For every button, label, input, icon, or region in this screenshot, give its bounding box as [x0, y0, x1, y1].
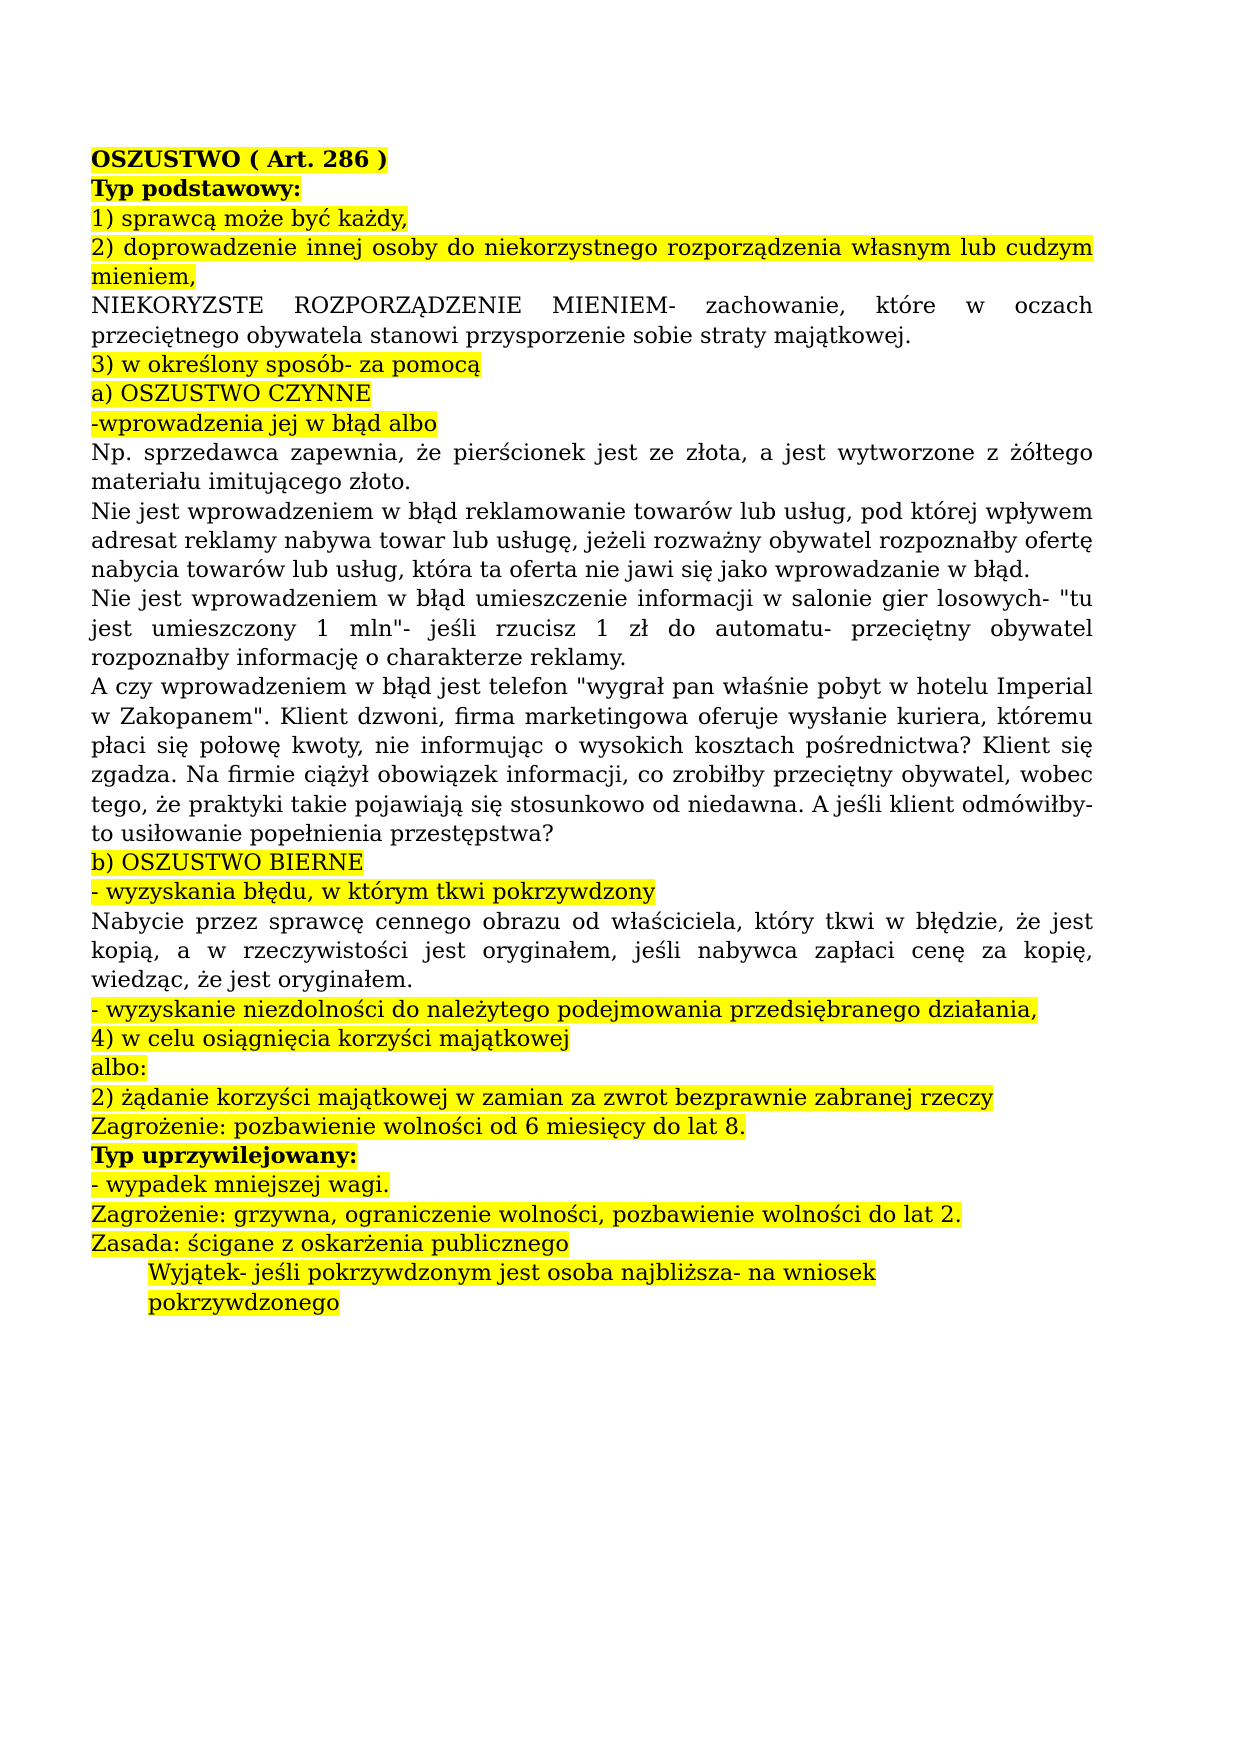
- example-advertising-paragraph: Nie jest wprowadzeniem w błąd reklamowanie towarów lub usług, pod której wpływem adresat reklamy nabywa towar lub usługę, jeżeli rozważny obywatel rozpoznałby ofertę nabycia towarów lub usług, która ta oferta nie jawi się jako wprowadzanie w błąd.: [91, 498, 1093, 584]
- albo-text: albo:: [91, 1055, 148, 1082]
- point-3-line: [91, 351, 1093, 380]
- point-1-line: [91, 205, 1093, 234]
- point-3a-line: [91, 380, 1093, 409]
- privileged-heading: Typ uprzywilejowany:: [91, 1143, 358, 1170]
- point-4-line: [91, 1025, 1093, 1054]
- definition-paragraph: NIEKORYZSTE ROZPORZĄDZENIE MIENIEM- zachowanie, które w oczach przeciętnego obywatela stanowi przysporzenie sobie straty majątkowej.: [91, 293, 1093, 349]
- point-3b-desc2: - wyzyskanie niezdolności do należytego podejmowania przedsiębranego działania,: [91, 996, 1038, 1023]
- point-2: 2) doprowadzenie innej osoby do niekorzystnego rozporządzenia własnym lub cudzym mieniem,: [91, 234, 1093, 291]
- rule-line: [91, 1230, 1093, 1259]
- point-2-alt: 2) żądanie korzyści majątkowej w zamian za zwrot bezprawnie zabranej rzeczy: [91, 1084, 994, 1111]
- point-2-alt-line: [91, 1084, 1093, 1113]
- albo-line: [91, 1054, 1093, 1083]
- basic-type-line: [91, 175, 1093, 204]
- point-3a-desc-line: [91, 410, 1093, 439]
- example-ring-paragraph: Np. sprzedawca zapewnia, że pierścionek jest ze złota, a jest wytworzone z żółtego materiału imitującego złoto.: [91, 439, 1093, 496]
- penalty-privileged: Zagrożenie: grzywna, ograniczenie wolności, pozbawienie wolności do lat 2.: [91, 1201, 962, 1228]
- privileged-item-line: [91, 1171, 1093, 1200]
- point-4: 4) w celu osiągnięcia korzyści majątkowej: [91, 1025, 570, 1052]
- exception-line-2: [148, 1289, 1093, 1318]
- penalty-privileged-line: [91, 1201, 1093, 1230]
- point-3b-desc-line: [91, 878, 1093, 907]
- prosecution-rule: Zasada: ścigane z oskarżenia publicznego: [91, 1230, 569, 1257]
- exception-line-1: [148, 1259, 1093, 1288]
- point-3b: b) OSZUSTWO BIERNE: [91, 850, 364, 877]
- point-3a: a) OSZUSTWO CZYNNE: [91, 381, 372, 408]
- document-page: [91, 146, 1093, 1318]
- point-1: 1) sprawcą może być każdy,: [91, 205, 409, 232]
- exception-text-1: Wyjątek- jeśli pokrzywdzonym jest osoba najbliższa- na wniosek: [148, 1260, 876, 1287]
- point-3a-desc: -wprowadzenia jej w błąd albo: [91, 410, 438, 437]
- privileged-item: - wypadek mniejszej wagi.: [91, 1172, 390, 1199]
- point-3b-desc2-line: [91, 996, 1093, 1025]
- penalty-basic: Zagrożenie: pozbawienie wolności od 6 miesięcy do lat 8.: [91, 1113, 747, 1140]
- point-3: 3) w określony sposób- za pomocą: [91, 352, 481, 379]
- example-games-paragraph: Nie jest wprowadzeniem w błąd umieszczenie informacji w salonie gier losowych- "tu jest umieszczony 1 mln"- jeśli rzucisz 1 zł do automatu- przeciętny obywatel rozpoznałby informację o charakterze reklamy.: [91, 586, 1093, 672]
- example-phone-paragraph: A czy wprowadzeniem w błąd jest telefon "wygrał pan właśnie pobyt w hotelu Imperial w Zakopanem". Klient dzwoni, firma marketingowa oferuje wysłanie kuriera, któremu płaci się połowę kwoty, nie informując o wysokich kosztach pośrednictwa? Klient się zgadza. Na firmie ciążył obowiązek informacji, co zrobiłby przeciętny obywatel, wobec tego, że praktyki takie pojawiają się stosunkowo od niedawna. A jeśli klient odmówiłby- to usiłowanie popełnienia przestępstwa?: [91, 674, 1093, 847]
- example-painting-paragraph: Nabycie przez sprawcę cennego obrazu od właściciela, który tkwi w błędzie, że jest kopią, a w rzeczywistości jest oryginałem, jeśli nabywca zapłaci cenę za kopię, wiedząc, że jest oryginałem.: [91, 908, 1093, 994]
- title-line: [91, 146, 1093, 175]
- penalty-basic-line: [91, 1113, 1093, 1142]
- point-2-line: [91, 234, 1093, 293]
- point-3b-desc: - wyzyskania błędu, w którym tkwi pokrzywdzony: [91, 879, 656, 906]
- document-title: OSZUSTWO ( Art. 286 ): [91, 147, 388, 173]
- point-3b-line: [91, 849, 1093, 878]
- exception-text-2: pokrzywdzonego: [148, 1289, 340, 1316]
- basic-type-heading: Typ podstawowy:: [91, 176, 302, 203]
- privileged-heading-line: [91, 1142, 1093, 1171]
